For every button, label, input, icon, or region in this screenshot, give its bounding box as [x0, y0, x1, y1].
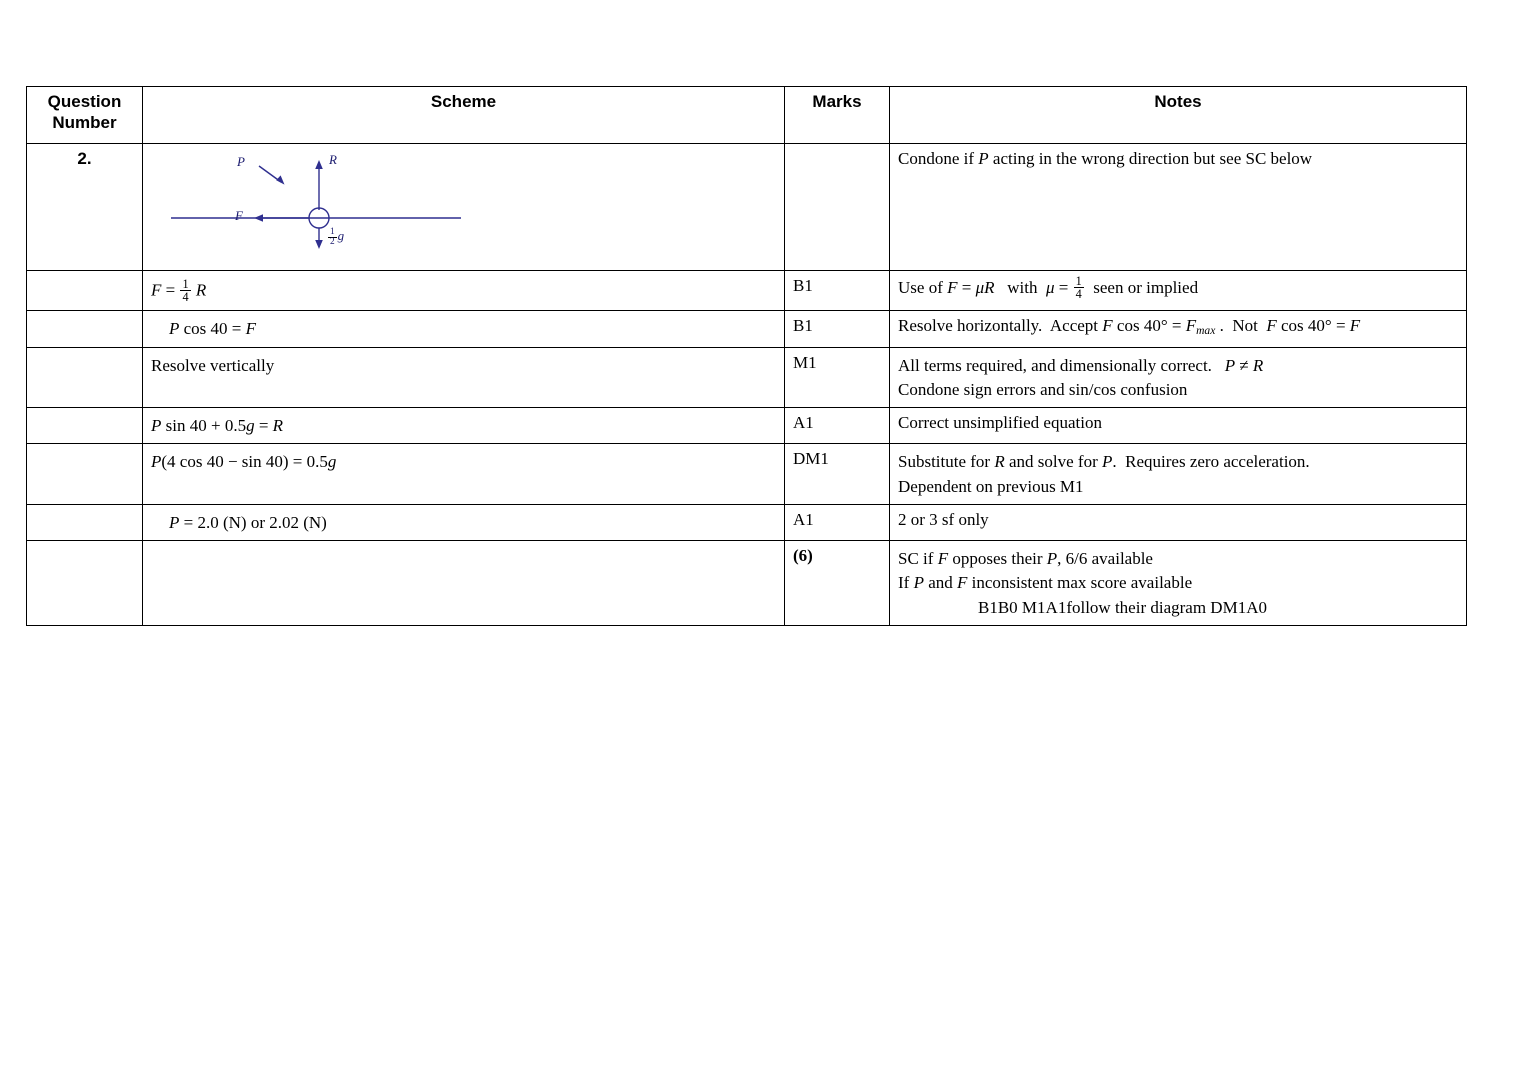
- marks-cell: M1: [785, 347, 890, 408]
- notes-text-line2: If P and F inconsistent max score available: [898, 573, 1193, 593]
- marks-cell: A1: [785, 408, 890, 444]
- table-row: [27, 504, 1467, 540]
- notes-text-line2: Dependent on previous M1: [898, 476, 1084, 496]
- scheme-cell: [143, 347, 785, 408]
- table-row: [27, 408, 1467, 444]
- notes-cell: [890, 347, 1467, 408]
- scheme-cell: [143, 444, 785, 505]
- table-row: [27, 144, 1467, 271]
- scheme-cell: [143, 271, 785, 311]
- scheme-expression: P sin 40 + 0.5g = R: [151, 416, 284, 436]
- notes-cell: [890, 541, 1467, 626]
- scheme-expression: Resolve vertically: [151, 355, 275, 375]
- marks-cell: B1: [785, 271, 890, 311]
- question-number-cell: [27, 504, 143, 540]
- scheme-expression: P(4 cos 40 − sin 40) = 0.5g: [151, 452, 337, 472]
- header-question-number: [27, 87, 143, 144]
- notes-text: Condone if P acting in the wrong direction but see SC below: [898, 149, 1313, 168]
- header-marks-text: Marks: [812, 92, 862, 111]
- scheme-expression: P cos 40 = F: [169, 319, 257, 339]
- weight-denominator: 2: [330, 237, 335, 248]
- scheme-cell: [143, 311, 785, 347]
- diagram-label-p: P: [237, 154, 245, 169]
- notes-text: Correct unsimplified equation: [898, 413, 1102, 433]
- scheme-cell: [143, 408, 785, 444]
- scheme-cell-diagram: [143, 144, 785, 271]
- table-header: [27, 87, 1467, 144]
- weight-fraction: [328, 228, 337, 248]
- notes-cell: [890, 504, 1467, 540]
- marks-cell: DM1: [785, 444, 890, 505]
- diagram-label-weight: [327, 228, 344, 248]
- notes-cell: [890, 444, 1467, 505]
- table-row: [27, 347, 1467, 408]
- notes-cell: [890, 311, 1467, 347]
- force-diagram: [151, 148, 776, 266]
- marks-cell: B1: [785, 311, 890, 347]
- notes-text: Use of F = μR with μ = $\frac{1}{4}$ seen or implied: [898, 274, 1199, 302]
- scheme-expression: P = 2.0 (N) or 2.02 (N): [169, 512, 327, 532]
- table-row: [27, 271, 1467, 311]
- scheme-expression: F = $\frac{1}{4}$ R: [151, 277, 207, 305]
- question-number-cell: [27, 408, 143, 444]
- header-question-number-text: Question Number: [47, 92, 122, 133]
- weight-g: g: [337, 228, 345, 244]
- question-number-cell: [27, 311, 143, 347]
- notes-text: 2 or 3 sf only: [898, 509, 989, 529]
- question-number-cell: [27, 541, 143, 626]
- notes-text-line1: Substitute for R and solve for P. Requires zero acceleration.: [898, 452, 1310, 472]
- scheme-cell: [143, 504, 785, 540]
- table-body: [27, 144, 1467, 626]
- header-notes: [890, 87, 1467, 144]
- header-notes-text: Notes: [1154, 92, 1202, 111]
- header-scheme-text: Scheme: [430, 92, 497, 111]
- force-diagram-svg: [151, 148, 671, 266]
- diagram-label-r: R: [329, 152, 337, 167]
- table-row: [27, 444, 1467, 505]
- notes-text-line1: All terms required, and dimensionally correct. P ≠ R: [898, 355, 1264, 375]
- header-marks: [785, 87, 890, 144]
- question-number-cell: [27, 444, 143, 505]
- question-number-cell: [27, 271, 143, 311]
- notes-text-line3: B1B0 M1A1follow their diagram DM1A0: [978, 597, 1267, 617]
- notes-cell: [890, 144, 1467, 271]
- marks-total-cell: (6): [785, 541, 890, 626]
- question-number-cell: 2.: [27, 144, 143, 271]
- table-row: [27, 541, 1467, 626]
- notes-cell: [890, 408, 1467, 444]
- marks-cell: [785, 144, 890, 271]
- notes-text-line1: SC if F opposes their P, 6/6 available: [898, 549, 1153, 569]
- table-row: [27, 311, 1467, 347]
- header-scheme: [143, 87, 785, 144]
- mark-scheme-table: [26, 86, 1467, 626]
- notes-text-line2: Condone sign errors and sin/cos confusion: [898, 379, 1188, 399]
- notes-text: Resolve horizontally. Accept F $\cos 40^\circ = F_{max}$ . Not F cos 40° = F: [898, 316, 1361, 338]
- notes-cell: [890, 271, 1467, 311]
- weight-numerator: 1: [330, 227, 335, 237]
- question-number-cell: [27, 347, 143, 408]
- marks-cell: A1: [785, 504, 890, 540]
- scheme-cell: [143, 541, 785, 626]
- diagram-label-f: F: [235, 208, 243, 223]
